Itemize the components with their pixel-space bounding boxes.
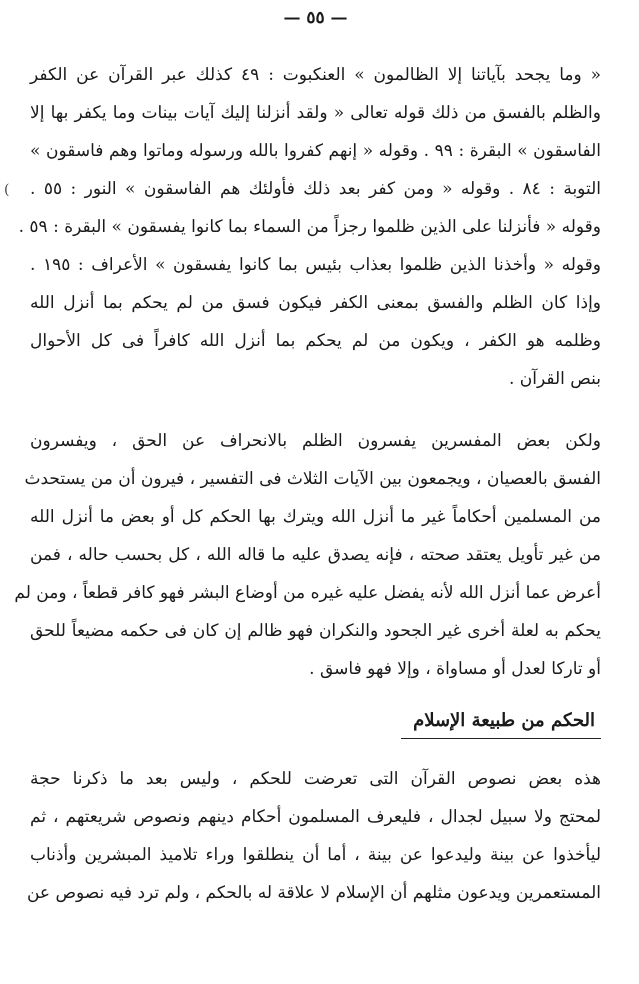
text-line: من المسلمين أحكاماً غير ما أنزل الله ويترك بها الحكم كل أو بعض ما أنزل الله	[30, 507, 601, 527]
text-line: ولكن بعض المفسرين يفسرون الظلم بالانحراف عن الحق ، ويفسرون	[30, 431, 601, 451]
text-line: هذه بعض نصوص القرآن التى تعرضت للحكم ، وليس بعد ما ذكرنا حجة	[30, 769, 601, 789]
paragraph-2	[30, 284, 601, 398]
text-line: وقوله « فأنزلنا على الذين ظلموا رجزاً من السماء بما كانوا يفسقون » البقرة : ٥٩ .	[18, 217, 601, 237]
heading-underline	[401, 738, 601, 739]
edge-mark: (	[4, 182, 10, 198]
section-heading-wrap	[30, 700, 601, 752]
section-heading: الحكم من طبيعة الإسلام	[413, 710, 595, 731]
text-line: من غير تأويل يعتقد صحته ، فإنه يصدق عليه ما قاله الله ، كل بحسب حاله ، فمن	[30, 545, 601, 565]
text-line: « وما يجحد بآياتنا إلا الظالمون » العنكبوت : ٤٩ كذلك عبر القرآن عن الكفر	[30, 65, 602, 85]
paragraph-1	[18, 56, 602, 284]
text-line: لمحتج ولا سبيل لجدال ، فليعرف المسلمون أحكام دينهم ونصوص شريعتهم ، ثم	[30, 807, 601, 827]
text-line: ليأخذوا عن بينة وليدعوا عن بينة ، أما أن ينطلقوا وراء تلاميذ المبشرين وأذناب	[30, 845, 601, 865]
text-line: أو تاركا لعدل أو مساواة ، وإلا فهو فاسق .	[309, 659, 601, 679]
text-line: التوبة : ٨٤ . وقوله « ومن كفر بعد ذلك فأولئك هم الفاسقون » النور : ٥٥ .	[30, 179, 602, 199]
text-line: الفاسقون » البقرة : ٩٩ . وقوله « إنهم كفروا بالله ورسوله وماتوا وهم فاسقون »	[30, 141, 601, 161]
text-line: أعرض عما أنزل الله لأنه يفضل عليه غيره من أوضاع البشر فهو كافر قطعاً ، ومن لم	[14, 583, 601, 603]
text-line: وقوله « وأخذنا الذين ظلموا بعذاب بئيس بما كانوا يفسقون » الأعراف : ١٩٥ .	[30, 255, 601, 275]
text-line: وظلمه هو الكفر ، ويكون من لم يحكم بما أنزل الله كافراً فى كل الأحوال	[30, 331, 601, 351]
text-line: الفسق بالعصيان ، ويجمعون بين الآيات الثلاث فى التفسير ، فيرون أن من يستحدث	[24, 469, 601, 489]
text-line: وإذا كان الظلم والفسق بمعنى الكفر فيكون فسق من لم يحكم بما أنزل الله	[30, 293, 601, 313]
paragraph-3	[14, 422, 601, 688]
paragraph-4	[26, 760, 601, 912]
text-line: بنص القرآن .	[509, 369, 601, 389]
page-number: — ٥٥ —	[283, 8, 348, 28]
text-line: والظلم بالفسق من ذلك قوله تعالى « ولقد أنزلنا إليك آيات بينات وما يكفر بها إلا	[30, 103, 601, 123]
text-line: المستعمرين ويدعون مثلهم أن الإسلام لا علاقة له بالحكم ، ولم ترد فيه نصوص عن	[26, 883, 601, 903]
text-line: يحكم به لعلة أخرى غير الجحود والنكران فهو ظالم إن كان فى حكمه مضيعاً للحق	[30, 621, 601, 641]
